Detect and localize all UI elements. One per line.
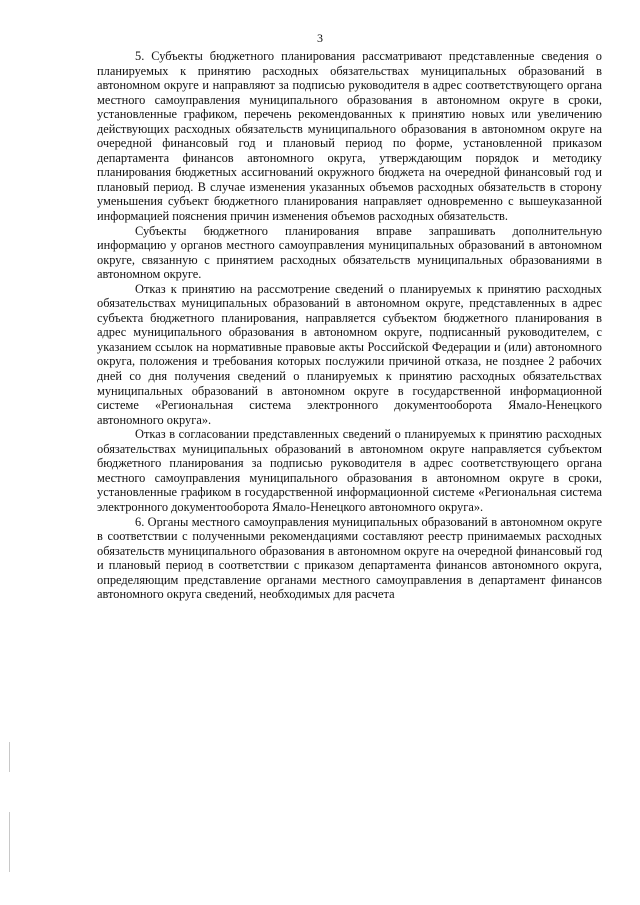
paragraph-request-info: Субъекты бюджетного планирования вправе запрашивать дополнительную информацию у органов местного самоуправления муниципальных образований в автономном округе, связанную с принятием расходных обязательств муниципальных образованиями в автономном округе. [97,223,602,282]
paragraph-refusal-approval: Отказ в согласовании представленных сведений о планируемых к принятию расходных обязательствах муниципальных образований в автономном округе направляется субъектом бюджетного планирования за подписью руководителя в адрес соответствующего органа местного самоуправления муниципального образования в автономном округе в сроки, установленные графиком в государственной информационной системе «Региональная система электронного документооборота Ямало-Ненецкого автономного округа». [97,427,602,514]
document-body [97,49,602,602]
scan-margin-mark-bottom [9,812,10,872]
page-number: 3 [317,31,323,45]
paragraph-refusal-review: Отказ к принятию на рассмотрение сведений о планируемых к принятию расходных обязательствах муниципальных образований в автономном округе, представленных в адрес субъекта бюджетного планирования, направляется субъектом бюджетного планирования в адрес муниципального образования в автономном округе, подписанный руководителем, с указанием ссылок на нормативные правовые акты Российской Федерации и (или) автономного округа, положения и требования которых послужили причиной отказа, не позднее 2 рабочих дней со дня получения сведений о планируемых к принятию расходных обязательствах муниципальных образований в автономном округе в государственной информационной системе «Региональная система электронного документооборота Ямало-Ненецкого автономного округа». [97,281,602,427]
scan-margin-mark-top [9,742,10,772]
paragraph-item-6: 6. Органы местного самоуправления муниципальных образований в автономном округе в соответствии с полученными рекомендациями составляют реестр принимаемых расходных обязательств муниципального образования в автономном округе на очередной финансовый год и плановый период в соответствии с приказом департамента финансов автономного округа, определяющим представление органами местного самоуправления в департамент финансов автономного округа сведений, необходимых для расчета [97,514,602,602]
paragraph-item-5: 5. Субъекты бюджетного планирования рассматривают представленные сведения о планируемых к принятию расходных обязательствах муниципальных образований в автономном округе и направляют за подписью руководителя в адрес соответствующего органа местного самоуправления муниципального образования в автономном округе в сроки, установленные графиком, перечень рекомендованных к принятию новых или увеличению действующих расходных обязательств муниципального образования в автономном округе на очередной финансовый год и плановый период по форме, установленной приказом департамента финансов автономного округа, утверждающим порядок и методику планирования бюджетных ассигнований окружного бюджета на очередной финансовый год и плановый период. В случае изменения указанных объемов расходных обязательств в сторону уменьшения субъект бюджетного планирования направляет одновременно с вышеуказанной информацией пояснения причин изменения объемов расходных обязательств. [97,49,602,224]
